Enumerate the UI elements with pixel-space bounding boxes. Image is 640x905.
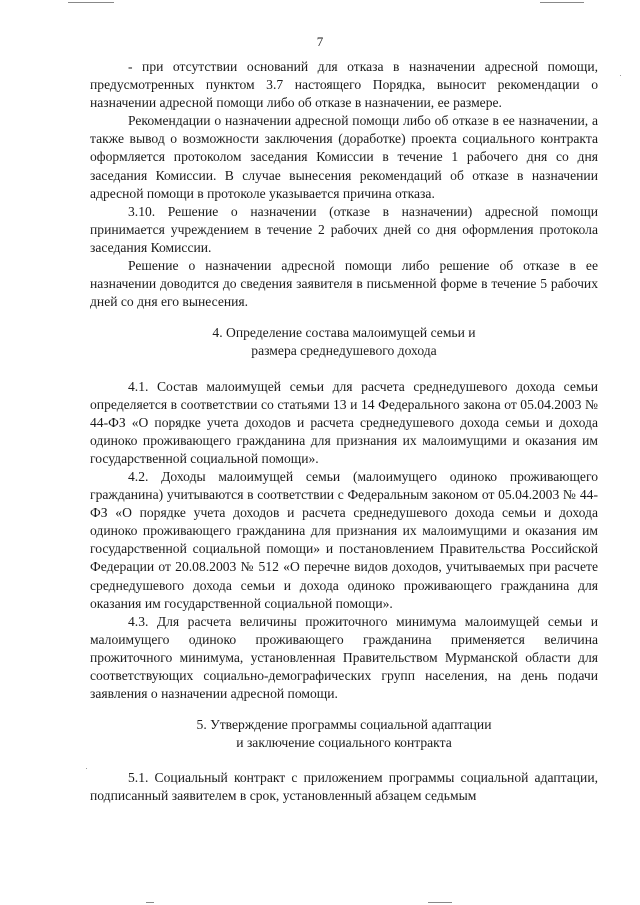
document-body [90,58,598,806]
scan-edge-mark [428,902,452,903]
section-heading [90,716,598,752]
scan-edge-mark [146,902,154,903]
paragraph: 4.1. Состав малоимущей семьи для расчета среднедушевого дохода семьи определяется в соответствии со статьями 13 и 14 Федерального закона от 05.04.2003 № 44-ФЗ «О порядке учета доходов и расчета среднедушевого дохода семьи и дохода одиноко проживающего гражданина для признания их малоимущими и оказания им государственной социальной помощи». [90,378,598,466]
paragraph: 3.10. Решение о назначении (отказе в назначении) адресной помощи принимается учреждением в течение 2 рабочих дней со дня оформления протокола заседания Комиссии. [90,203,598,255]
paragraph: 4.2. Доходы малоимущей семьи (малоимущего одиноко проживающего гражданина) учитываются в соответствии с Федеральным законом от 05.04.2003 № 44-ФЗ «О порядке учета доходов и расчета среднедушевого дохода семьи и дохода одиноко проживающего гражданина для признания их малоимущими и оказания им государственной социальной помощи» и постановлением Правительства Российской Федерации от 20.08.2003 № 512 «О перечне видов доходов, учитываемых при расчете среднедушевого дохода семьи и дохода одиноко проживающего гражданина для оказания им государственной социальной помощи». [90,468,598,611]
section-heading-line: 5. Утверждение программы социальной адаптации [196,717,492,733]
scan-speck [620,75,621,76]
scan-speck [86,768,87,769]
page-number: 7 [316,34,324,49]
paragraph: - при отсутствии оснований для отказа в назначении адресной помощи, предусмотренных пунктом 3.7 настоящего Порядка, выносит рекомендации о назначении адресной помощи либо об отказе в назначении, ее размере. [90,59,598,111]
section-heading-line: и заключение социального контракта [236,735,452,751]
paragraph: Рекомендации о назначении адресной помощи либо об отказе в ее назначении, а также вывод о возможности заключения (доработке) проекта социального контракта оформляется протоколом заседания Комиссии в течение 1 рабочего дня со дня заседания Комиссии. В случае вынесения рекомендаций об отказе в назначении адресной помощи в протоколе указывается причина отказа. [90,113,598,201]
scan-edge-mark [68,2,114,3]
paragraph: 4.3. Для расчета величины прожиточного минимума малоимущей семьи и малоимущего одиноко проживающего гражданина применяется величина прожиточного минимума, установленная Правительством Мурманской области для соответствующих социально-демографических групп населения, на день подачи заявления о назначении адресной помощи. [90,613,598,702]
section-heading-line: размера среднедушевого дохода [251,343,437,359]
scan-edge-mark [540,2,584,3]
section-heading [90,324,598,360]
section-heading-line: 4. Определение состава малоимущей семьи и [212,325,476,341]
paragraph: 5.1. Социальный контракт с приложением программы социальной адаптации, подписанный заявителем в срок, установленный абзацем седьмым [90,770,598,804]
paragraph: Решение о назначении адресной помощи либо решение об отказе в ее назначении доводится до сведения заявителя в письменной форме в течение 5 рабочих дней со дня его вынесения. [90,258,598,310]
